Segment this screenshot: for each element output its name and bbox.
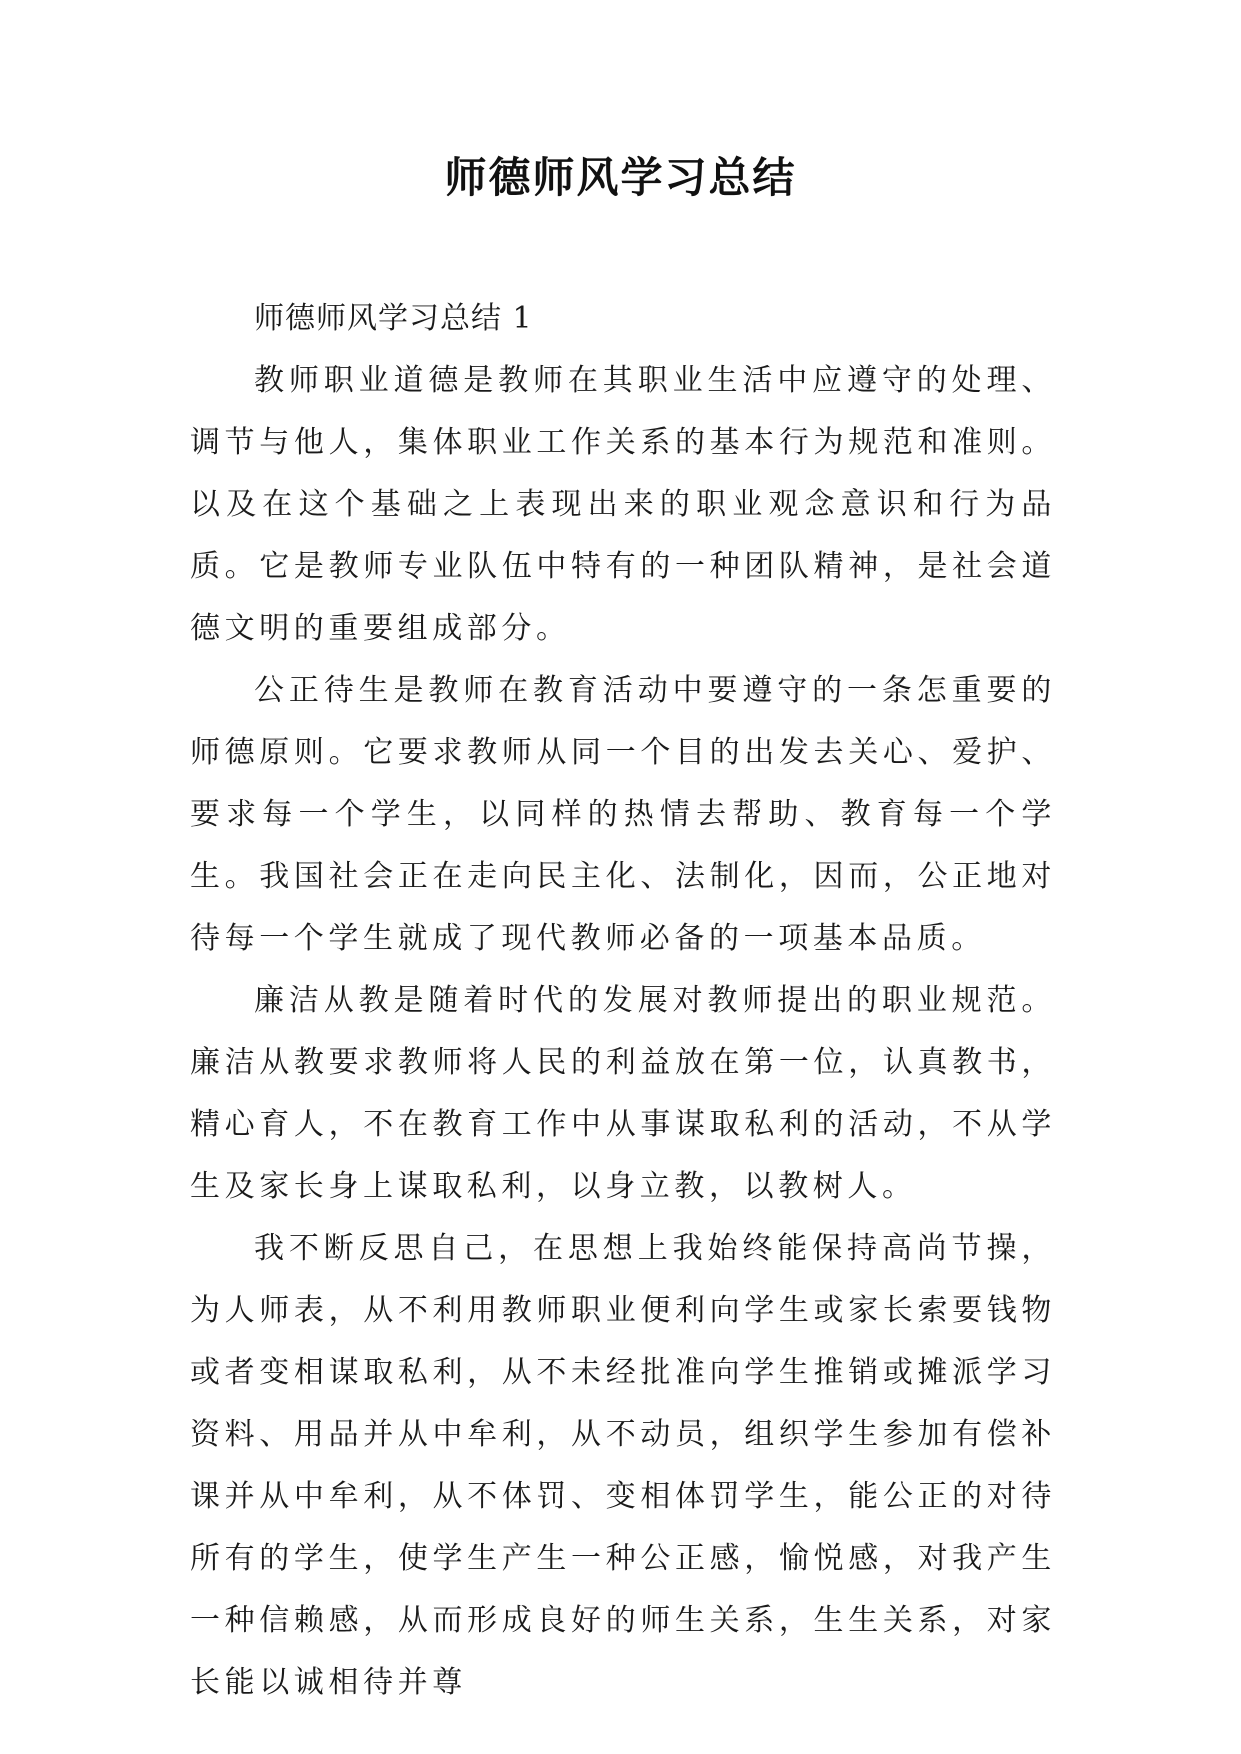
document-body	[190, 288, 1056, 1714]
paragraph-1: 教师职业道德是教师在其职业生活中应遵守的处理、调节与他人，集体职业工作关系的基本行为规范和准则。以及在这个基础之上表现出来的职业观念意识和行为品质。它是教师专业队伍中特有的一种团队精神，是社会道德文明的重要组成部分。	[190, 363, 1056, 646]
document-title: 师德师风学习总结	[444, 153, 797, 202]
paragraph-3: 廉洁从教是随着时代的发展对教师提出的职业规范。廉洁从教要求教师将人民的利益放在第一位，认真教书，精心育人，不在教育工作中从事谋取私利的活动，不从学生及家长身上谋取私利，以身立教，以教树人。	[190, 983, 1056, 1204]
paragraph-2: 公正待生是教师在教育活动中要遵守的一条怎重要的师德原则。它要求教师从同一个目的出发去关心、爱护、要求每一个学生，以同样的热情去帮助、教育每一个学生。我国社会正在走向民主化、法制化，因而，公正地对待每一个学生就成了现代教师必备的一项基本品质。	[190, 673, 1056, 956]
paragraph-4: 我不断反思自己，在思想上我始终能保持高尚节操，为人师表，从不利用教师职业便利向学生或家长索要钱物或者变相谋取私利，从不未经批准向学生推销或摊派学习资料、用品并从中牟利，从不动员，组织学生参加有偿补课并从中牟利，从不体罚、变相体罚学生，能公正的对待所有的学生，使学生产生一种公正感，愉悦感，对我产生一种信赖感，从而形成良好的师生关系，生生关系，对家长能以诚相待并尊	[190, 1231, 1056, 1700]
section-heading: 师德师风学习总结 1	[254, 301, 533, 336]
